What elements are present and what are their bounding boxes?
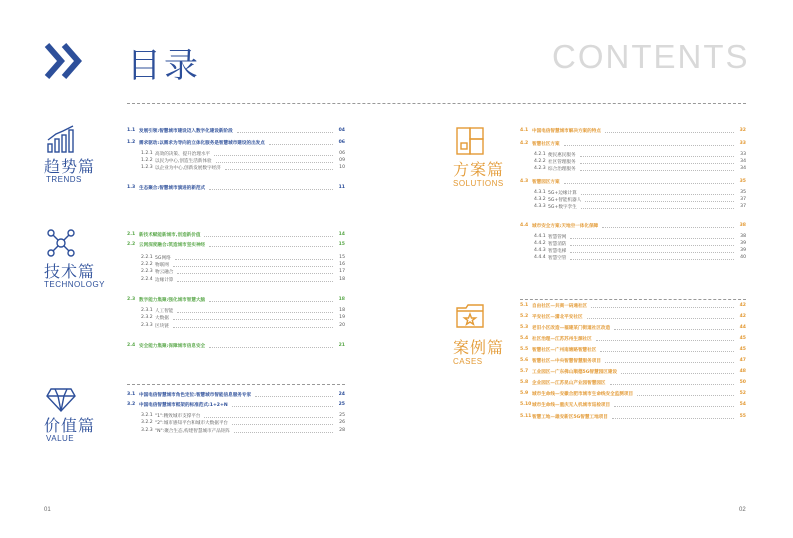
toc-leader-dots [175,256,333,260]
toc-entry-page: 19 [339,315,345,320]
toc-entry-page: 25 [338,402,345,407]
toc-entry[interactable] [127,296,345,303]
toc-leader-dots [234,429,333,433]
toc-entry-page: 17 [339,269,345,274]
page-number-left: 01 [44,507,51,513]
toc-entry-page: 39 [740,248,746,253]
toc-entry-number: 5.9 [520,391,529,396]
toc-entry-title: 边缘计算 [155,277,174,283]
toc-leader-dots [173,263,333,267]
toc-leader-dots [216,159,333,163]
toc-leader-dots [580,167,734,171]
toc-entry-title: 数字能力集聚:强化城市智慧大脑 [139,297,206,303]
toc-entry-number: 4.4.4 [534,255,546,260]
toc-entry[interactable] [141,261,345,268]
toc-entry-title: 智慧消防 [548,241,567,247]
toc-entry-number: 4.2 [520,141,529,146]
toc-entry-number: 4.2.3 [534,166,546,171]
toc-entry[interactable] [520,222,746,229]
toc-entry-page: 26 [339,420,345,425]
toc-entry-title: 生态聚合:智慧城市演进的新范式 [139,185,206,191]
toc-entry[interactable] [141,276,345,283]
toc-entry-number: 1.1 [127,128,136,133]
toc-entry-number: 4.2.2 [534,159,546,164]
toc-leader-dots [177,278,333,282]
toc-entry[interactable] [520,357,746,364]
toc-entry-title: 发展引领:智慧城市建设迈入数字化建设新阶段 [139,128,233,134]
toc-entry-title: 智慧社区—广州南塘路智慧社区 [532,347,597,353]
toc-entry[interactable] [534,240,746,247]
toc-entry[interactable] [141,419,345,426]
toc-entry[interactable] [520,390,746,397]
toc-entry[interactable] [127,391,345,398]
toc-entry[interactable] [141,322,345,329]
toc-entry-title: 智慧社区—中央智慧智慧服务项目 [532,358,601,364]
toc-leader-dots [237,129,333,133]
toc-leader-dots [580,153,734,157]
molecule-network-icon [46,228,76,258]
toc-entry-page: 20 [339,323,345,328]
toc-entry-number: 2.2.1 [141,255,153,260]
toc-entry-number: 3.2 [127,402,136,407]
toc-entry-page: 42 [739,303,746,308]
toc-entry-page: 48 [739,369,746,374]
toc-entry-title: 以民为中心,创造生活新体验 [155,158,212,164]
toc-entry[interactable] [534,158,746,165]
toc-entry-number: 3.2.3 [141,428,153,433]
toc-entry-number: 2.3 [127,297,136,302]
section-subtitle-technology: TECHNOLOGY [44,280,106,289]
toc-entry[interactable] [141,150,345,157]
toc-leader-dots [173,316,333,320]
toc-entry-title: 5G网络 [155,255,171,261]
toc-entry-number: 1.2.3 [141,165,153,170]
toc-leader-dots [614,326,734,330]
toc-entry[interactable] [520,302,746,309]
toc-entry[interactable] [141,254,345,261]
toc-entry-number: 2.2.2 [141,262,153,267]
toc-entry-number: 5.4 [520,336,529,341]
toc-entry-page: 47 [739,358,746,363]
toc-entry-page: 35 [740,190,746,195]
toc-entry-page: 14 [338,232,345,237]
toc-entry-number: 4.4 [520,223,529,228]
toc-entry-page: 28 [339,428,345,433]
toc-entry-page: 35 [739,179,746,184]
toc-entry-number: 5.10 [520,402,532,407]
divider-cases [520,299,746,300]
toc-entry-page: 45 [739,336,746,341]
toc-entry-page: 15 [338,242,345,247]
section-title-solutions: 方案篇 [453,160,505,179]
toc-entry-title: 自由社区—共商一码通社区 [532,303,588,309]
toc-entry-title: 区块链 [155,323,169,329]
toc-entry-title: 城市生命线—重庆无人机城市巡检项目 [532,402,611,408]
toc-entry-number: 4.1 [520,128,529,133]
toc-leader-dots [209,344,333,348]
toc-entry[interactable] [534,247,746,254]
toc-entry[interactable] [520,379,746,386]
toc-entry-number: 3.1 [127,392,136,397]
toc-entry-page: 54 [739,402,746,407]
toc-leader-dots [637,392,734,396]
bar-chart-icon [46,124,76,154]
toc-entry-title: 中国电信智慧城市解决方案的特点 [532,128,601,134]
toc-leader-dots [581,191,734,195]
toc-entry-title: 人工智能 [155,308,174,314]
toc-entry[interactable] [534,233,746,240]
toc-entry-page: 11 [338,185,345,190]
toc-entry-number: 2.2.3 [141,269,153,274]
divider-value [127,384,345,385]
toc-leader-dots [570,242,734,246]
toc-leader-dots [602,224,734,228]
toc-entry[interactable] [141,164,345,171]
toc-entry[interactable] [520,127,746,134]
toc-entry-number: 1.3 [127,185,136,190]
toc-leader-dots [570,256,734,260]
double-chevron-icon [44,42,84,80]
toc-entry-page: 24 [338,392,345,397]
toc-entry[interactable] [534,203,746,210]
toc-entry-title: 城市安全方案:天地空一体化保障 [532,223,599,229]
toc-leader-dots [596,337,734,341]
toc-entry[interactable] [141,427,345,434]
toc-entry-number: 4.3 [520,179,529,184]
toc-entry-page: 44 [739,325,746,330]
page-number-right: 02 [739,507,746,513]
toc-entry-number: 4.4.3 [534,248,546,253]
toc-entry[interactable] [520,335,746,342]
toc-entry[interactable] [520,346,746,353]
toc-entry-number: 5.7 [520,369,529,374]
toc-entry-number: 5.6 [520,358,529,363]
toc-leader-dots [225,166,333,170]
toc-leader-dots [255,393,333,397]
toc-leader-dots [269,141,333,145]
toc-entry-number: 5.2 [520,314,529,319]
toc-entry-title: 云网深度融合:筑造城市坚实神经 [139,242,206,248]
toc-entry-page: 39 [740,241,746,246]
toc-leader-dots [564,142,734,146]
toc-entry-title: 新技术赋能新城市,创造新价值 [139,232,201,238]
toc-entry[interactable] [127,342,345,349]
toc-entry-title: 中国电信智慧城市框架的标准范式:1+2+N [139,402,228,408]
toc-leader-dots [204,414,333,418]
toc-entry[interactable] [127,231,345,238]
toc-entry-title: "2":城市感知平台和城市大数据平台 [155,420,229,426]
toc-entry-page: 16 [339,262,345,267]
toc-leader-dots [177,270,333,274]
toc-entry-title: 智慧空管 [548,255,567,261]
toc-entry[interactable] [141,412,345,419]
toc-entry-number: 2.1 [127,232,136,237]
toc-entry-title: 需求驱动:以需求为导向的立体化服务是智慧城市建设的出发点 [139,140,265,146]
toc-entry-title: 工业园区—广东佛山顺德5G智慧园区建设 [532,369,618,375]
toc-leader-dots [585,198,734,202]
toc-leader-dots [570,235,734,239]
toc-entry-page: 37 [740,204,746,209]
toc-entry-number: 2.3.3 [141,323,153,328]
toc-entry-page: 18 [339,277,345,282]
toc-entry[interactable] [520,413,746,420]
toc-entry-title: 平安社区—潇北平安社区 [532,314,583,320]
toc-entry-title: 以企业为中心,创新发展数字经济 [155,165,221,171]
toc-leader-dots [580,160,734,164]
toc-entry-title: 5G+数字孪生 [548,204,577,210]
toc-entry-page: 18 [338,297,345,302]
toc-leader-dots [209,186,333,190]
toc-entry-page: 10 [339,165,345,170]
page-title: 目录 [127,46,201,86]
toc-entry[interactable] [127,401,345,408]
toc-entry-page: 15 [339,255,345,260]
toc-entry[interactable] [534,254,746,261]
toc-entry[interactable] [520,313,746,320]
toc-entry-title: 5G+边缘计算 [548,190,577,196]
section-title-technology: 技术篇 [44,262,96,281]
toc-leader-dots [173,324,333,328]
toc-entry[interactable] [127,241,345,248]
toc-entry-number: 5.8 [520,380,529,385]
toc-entry-number: 4.2.1 [534,152,546,157]
toc-entry-page: 34 [740,166,746,171]
toc-entry-page: 33 [739,141,746,146]
toc-entry-number: 1.2 [127,140,136,145]
toc-entry-title: 城市生命线—安徽合肥市城市生命线安全监测项目 [532,391,634,397]
toc-leader-dots [209,243,333,247]
toc-entry-number: 3.2.1 [141,413,153,418]
toc-entry-title: 便民惠民服务 [548,152,576,158]
toc-entry-title: "N":聚合生态,构建智慧城市产品矩阵 [155,428,230,434]
toc-entry[interactable] [520,178,746,185]
section-title-trends: 趋势篇 [44,157,96,176]
layout-blocks-icon [455,126,485,156]
section-subtitle-solutions: SOLUTIONS [453,179,504,188]
toc-entry-number: 3.2.2 [141,420,153,425]
toc-entry-page: 06 [338,140,345,145]
toc-entry-number: 4.3.3 [534,204,546,209]
toc-entry-title: 综合治理服务 [548,166,576,172]
header-divider [127,103,746,104]
toc-leader-dots [177,309,333,313]
toc-leader-dots [614,403,734,407]
toc-entry[interactable] [520,140,746,147]
toc-entry-number: 2.2.4 [141,277,153,282]
toc-entry-title: 社区治理—江苏苏州生源社区 [532,336,592,342]
toc-leader-dots [600,348,734,352]
toc-entry-title: 大数据 [155,315,169,321]
toc-entry-page: 06 [339,151,345,156]
toc-entry-page: 18 [339,308,345,313]
toc-leader-dots [232,403,333,407]
toc-entry[interactable] [534,151,746,158]
toc-entry-title: 智慧管网 [548,234,567,240]
toc-entry-number: 2.4 [127,343,136,348]
toc-entry[interactable] [534,196,746,203]
toc-entry-page: 09 [339,158,345,163]
toc-entry-page: 50 [739,380,746,385]
section-subtitle-value: VALUE [46,434,75,443]
toc-leader-dots [564,180,734,184]
toc-entry-page: 21 [338,343,345,348]
toc-entry-title: 高效的决策、提升治理水平 [155,151,211,157]
toc-entry-page: 45 [739,347,746,352]
toc-entry-page: 42 [739,314,746,319]
toc-entry[interactable] [141,268,345,275]
toc-entry[interactable] [520,401,746,408]
toc-entry-number: 4.3.2 [534,197,546,202]
toc-entry-page: 33 [740,152,746,157]
toc-entry-number: 2.2 [127,242,136,247]
page-title-en: CONTENTS [552,38,750,75]
toc-entry-number: 2.3.1 [141,308,153,313]
toc-leader-dots [612,415,734,419]
toc-entry-number: 1.2.2 [141,158,153,163]
toc-leader-dots [621,370,734,374]
toc-leader-dots [570,249,734,253]
diamond-icon [46,384,76,414]
toc-entry-number: 2.3.2 [141,315,153,320]
toc-entry[interactable] [127,127,345,134]
toc-entry-page: 55 [739,414,746,419]
toc-entry-title: 社区管理服务 [548,159,576,165]
toc-leader-dots [204,233,333,237]
toc-entry[interactable] [520,368,746,375]
toc-leader-dots [587,315,734,319]
toc-entry-number: 4.3.1 [534,190,546,195]
toc-entry-title: 老旧小区改造—福建某门街道社区改造 [532,325,611,331]
toc-entry-number: 5.1 [520,303,529,308]
toc-entry-title: 中国电信智慧城市角色定位:智慧城市智能信息服务专家 [139,392,252,398]
toc-entry-page: 37 [740,197,746,202]
toc-entry-number: 1.2.1 [141,151,153,156]
section-title-cases: 案例篇 [453,338,505,357]
toc-entry-title: 智慧工地—雄安新区5G智慧工地项目 [532,414,608,420]
toc-entry-number: 5.11 [520,414,532,419]
toc-entry-title: 5G+智能机器人 [548,197,582,203]
toc-entry-page: 38 [740,234,746,239]
toc-entry-title: 安全能力集聚:保障城市信息安全 [139,343,206,349]
toc-entry[interactable] [534,165,746,172]
section-title-value: 价值篇 [44,416,96,435]
toc-entry[interactable] [127,139,345,146]
toc-entry[interactable] [534,189,746,196]
toc-entry[interactable] [141,157,345,164]
toc-entry-page: 25 [339,413,345,418]
section-subtitle-trends: TRENDS [46,175,82,184]
toc-leader-dots [605,359,734,363]
toc-entry-title: 物联网 [155,262,169,268]
folder-star-icon [455,300,485,330]
toc-leader-dots [209,298,333,302]
toc-entry-title: 智慧园区方案 [532,179,560,185]
toc-entry-page: 04 [338,128,345,133]
section-subtitle-cases: CASES [453,357,483,366]
toc-entry-page: 38 [739,223,746,228]
toc-leader-dots [610,381,734,385]
toc-leader-dots [581,205,734,209]
toc-entry-title: 智慧社区方案 [532,141,560,147]
toc-entry-page: 32 [739,128,746,133]
toc-entry-page: 34 [740,159,746,164]
toc-entry-title: 物云融合 [155,269,174,275]
toc-entry-page: 52 [739,391,746,396]
toc-entry-page: 40 [740,255,746,260]
toc-leader-dots [232,421,333,425]
toc-entry-number: 4.4.1 [534,234,546,239]
toc-entry[interactable] [127,184,345,191]
toc-entry-number: 5.3 [520,325,529,330]
toc-leader-dots [605,129,734,133]
toc-entry-title: 智慧电梯 [548,248,567,254]
toc-entry-number: 5.5 [520,347,529,352]
toc-entry[interactable] [141,314,345,321]
toc-entry-number: 4.4.2 [534,241,546,246]
toc-entry[interactable] [520,324,746,331]
toc-entry[interactable] [141,307,345,314]
toc-entry-title: "1":精致城市支撑平台 [155,413,201,419]
toc-leader-dots [591,304,734,308]
toc-leader-dots [214,152,333,156]
toc-entry-title: 企业园区—江苏昆山产业园智慧园区 [532,380,606,386]
